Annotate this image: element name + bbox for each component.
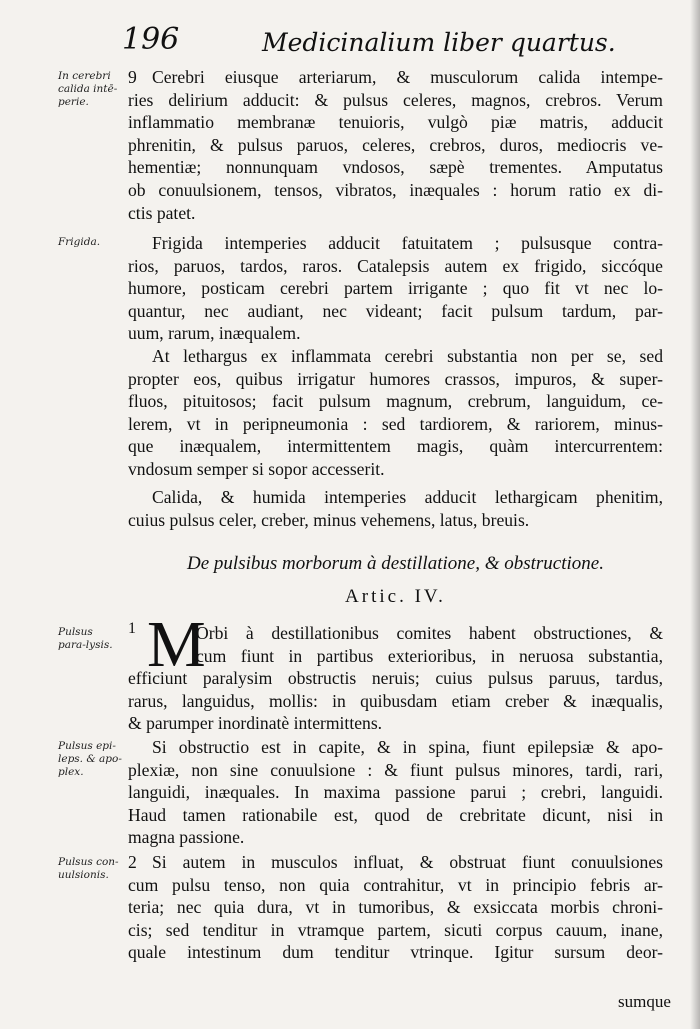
text-line: teria; nec quia dura, vt in tumoribus, & exsiccata morbis chroni- [128, 897, 663, 918]
paragraph-2 [128, 232, 663, 345]
text-line: uum, rarum, inæqualem. [128, 323, 301, 344]
paragraph-4 [128, 486, 663, 531]
text-line: rarus, languidus, mollis: in quibusdam etiam creber & inæqualis, [128, 690, 663, 711]
text-line: cis; sed tenditur in vtramque partem, sicuti corpus cauum, inane, [128, 919, 663, 940]
paragraph-number: 1 [128, 620, 136, 637]
page-header [122, 20, 616, 64]
text-line: efficiunt paralysim obstructis neruis; cuius pulsus paruus, tardus, [128, 668, 663, 688]
text-line: phrenitin, & pulsus paruos, celeres, crebros, duros, mediocris ve- [128, 134, 663, 155]
text-line: Orbi à destillationibus comites habent obstructiones, & [196, 623, 663, 643]
text-line: ctis patet. [128, 202, 196, 223]
margin-note-epilepsia: Pulsus epi-leps. & apo-plex. [58, 740, 122, 778]
text-line: magna passione. [128, 827, 245, 848]
margin-note-conuulsio: Pulsus con-uulsionis. [58, 856, 119, 881]
text-line: humore, posticam cerebri partem irrigante ; quo fit vt nec lo- [128, 278, 663, 299]
paragraph-5 [128, 667, 663, 735]
section-title: De pulsibus morborum à destillatione, & obstructione. [187, 553, 604, 574]
text-line: lerem, vt in peripneumonia : sed tardiorem, & rariorem, minus- [128, 413, 663, 434]
margin-note-calida: In cerebri calida intē-perie. [58, 70, 118, 108]
text-line: que inæqualem, intermittentem magis, quàm intercurrentem: [128, 436, 663, 457]
text-line: Frigida intemperies adducit fatuitatem ; pulsusque contra- [152, 233, 663, 253]
paragraph-number: 2 [128, 852, 137, 872]
paragraph-1 [128, 66, 663, 224]
text-line: 2 Si autem in musculos influat, & obstruat fiunt conuulsiones [128, 852, 663, 872]
drop-cap: M [147, 608, 206, 681]
text-line: inflammatio membranæ tenuioris, vulgò piæ matris, adducit [128, 112, 663, 133]
page-number: 196 [122, 22, 180, 57]
catchword: sumque [618, 992, 671, 1011]
text-line: cum fiunt in partibus exterioribus, in neruosa substantia, [196, 645, 663, 666]
text-line: cum pulsu tenso, non quia contrahitur, vt in principio febris ar- [128, 874, 663, 895]
running-title: Medicinalium liber quartus. [262, 28, 616, 57]
article-heading: Artic. IV. [345, 586, 446, 607]
text-line: ob conuulsionem, tensos, vibratos, inæquales : horum ratio ex di- [128, 179, 663, 200]
text-line: vndosum semper si sopor accesserit. [128, 458, 385, 479]
paragraph-7 [128, 851, 663, 964]
paragraph-number: 9 [128, 67, 137, 87]
text-line: Calida, & humida intemperies adducit lethargicam phenitim, [152, 487, 663, 507]
text-line: fluos, pituitosos; facit pulsum magnum, crebrum, languidum, ce- [128, 391, 663, 412]
text-line: languidi, inæquales. In maxima passione parui ; crebri, languidi. [128, 782, 663, 803]
paragraph-5-head [196, 622, 663, 667]
margin-note-frigida: Frigida. [58, 236, 101, 248]
margin-note-paralysis: Pulsus para-lysis. [58, 626, 113, 651]
text-line: cuius pulsus celer, creber, minus vehemens, latus, breuis. [128, 509, 530, 530]
text-line: rios, paruos, tardos, raros. Catalepsis autem ex frigido, siccóque [128, 255, 663, 276]
text-line: propter eos, quibus irrigatur humores crassos, impuros, & super- [128, 368, 663, 389]
paragraph-6 [128, 736, 663, 849]
text-line: Si obstructio est in capite, & in spina, fiunt epilepsiæ & apo- [152, 737, 663, 757]
text-line: 9 Cerebri eiusque arteriarum, & musculorum calida intempe- [128, 67, 663, 87]
text-line: At lethargus ex inflammata cerebri substantia non per se, sed [152, 346, 663, 366]
text-line: plexiæ, non sine conuulsione : & fiunt pulsus minores, tardi, rari, [128, 759, 663, 780]
text-line: quale intestinum dum tenditur vtrinque. Igitur sursum deor- [128, 942, 663, 963]
text-line: & parumper inordinatè intermittens. [128, 713, 383, 734]
paragraph-3 [128, 345, 663, 481]
text-line: hementiæ; nonnunquam vndosos, sæpè trementes. Amputatus [128, 157, 663, 178]
text-line: ries delirium adducit: & pulsus celeres, magnos, crebros. Verum [128, 89, 663, 110]
text-line: Haud tamen rationabile est, quod de crebritate dicunt, nisi in [128, 804, 663, 825]
page-edge-shadow [690, 0, 700, 1029]
text-line: quantur, nec audiant, nec videant; facit pulsum tardum, par- [128, 300, 663, 321]
